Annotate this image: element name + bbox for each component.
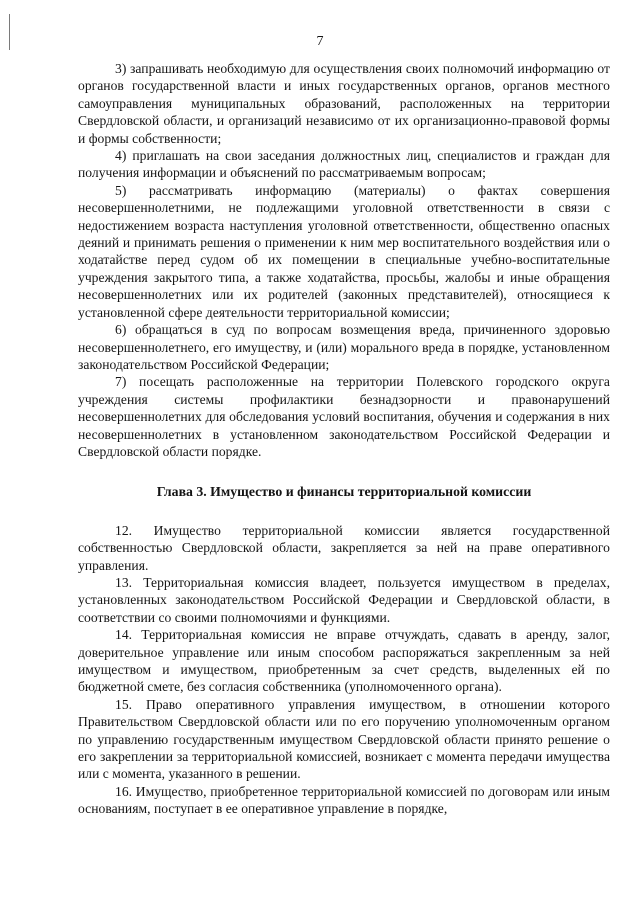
page-number: 7	[316, 34, 324, 49]
paragraph-14: 14. Территориальная комиссия не вправе отчуждать, сдавать в аренду, залог, доверительное управление или иным способом распоряжаться закрепленным за ней имуществом и имуществом, приобретенным за счет средств, выделенных ей по бюджетной смете, без согласия собственника (уполномоченного органа).	[78, 627, 610, 695]
paragraph-item-6: 6) обращаться в суд по вопросам возмещения вреда, причиненного здоровью несовершеннолетнего, его имуществу, и (или) морального вреда в порядке, установленном законодательством Российской Федерации;	[78, 322, 610, 372]
paragraph-item-4: 4) приглашать на свои заседания должностных лиц, специалистов и граждан для получения информации и объяснений по рассматриваемым вопросам;	[78, 148, 610, 181]
paragraph-item-3: 3) запрашивать необходимую для осуществления своих полномочий информацию от органов государственной власти и иных государственных органов, органов местного самоуправления муниципальных образований, расположенных на территории Свердловской области, и организаций независимо от их организационно-правовой формы и формы собственности;	[78, 61, 610, 146]
paragraph-15: 15. Право оперативного управления имуществом, в отношении которого Правительством Свердловской области или по его поручению уполномоченным органом по управлению государственным имуществом Свердловской области принято решение о его закреплении за территориальной комиссией, возникает с момента передачи имущества или с момента, указанного в решении.	[78, 696, 610, 782]
paragraph-16: 16. Имущество, приобретенное территориальной комиссией по договорам или иным основаниям, поступает в ее оперативное управление в порядке,	[78, 783, 610, 817]
document-body	[78, 60, 610, 818]
paragraph-item-5: 5) рассматривать информацию (материалы) о фактах совершения несовершеннолетними, не подлежащими уголовной ответственности в связи с недостижением возраста наступления уголовной ответственности, общественно опасных деяний и принимать решения о применении к ним мер воспитательного воздействия или о ходатайстве перед судом об их помещении в специальные учебно-воспитательные учреждения закрытого типа, а также ходатайства, просьбы, жалобы и иные обращения несовершеннолетних или их родителей (законных представителей), относящиеся к установленной сфере деятельности территориальной комиссии;	[78, 182, 610, 320]
paragraph-13: 13. Территориальная комиссия владеет, пользуется имуществом в пределах, установленных законодательством Российской Федерации и Свердловской области, в соответствии со своими полномочиями и функциями.	[78, 574, 610, 625]
chapter-heading: Глава 3. Имущество и финансы территориальной комиссии	[156, 484, 532, 500]
paragraph-item-7: 7) посещать расположенные на территории Полевского городского округа учреждения системы профилактики безнадзорности и правонарушений несовершеннолетних для обследования условий воспитания, обучения и содержания в них несовершеннолетних в установленном законодательством Российской Федерации и Свердловской области порядке.	[78, 374, 610, 459]
paragraph-12: 12. Имущество территориальной комиссии является государственной собственностью Свердловской области, закрепляется за ней на праве оперативного управления.	[78, 522, 610, 573]
